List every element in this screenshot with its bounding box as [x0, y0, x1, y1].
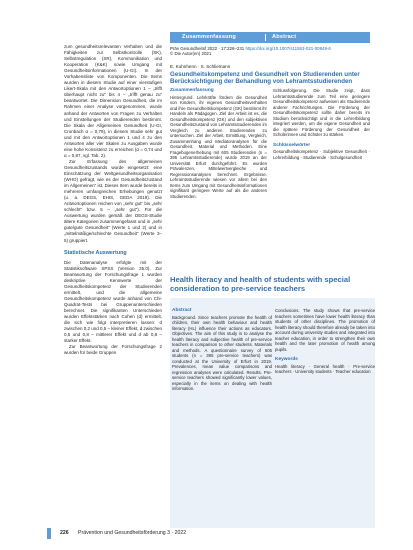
- english-keywords-heading: Keywords: [275, 357, 298, 362]
- german-keywords: Gesundheitskompetenz · Subjektive Gesundheit · Lehrerbildung · Studierende · Schulgesundheit: [273, 149, 370, 160]
- authors: E. Kuhnhenn · S. Schliemann: [170, 64, 231, 69]
- body-paragraph: zum gesundheitsrelevanten Verhalten und die Fähigkeiten zur Selbstkontrolle (SK), Selbstregulation (SR), Kommunikation und Kooperation (K&K) sowie Umgang mit Gesundheitsinformationen (U-GI). In der Vorhabensliste von Komponenten. Die Items wurden in diesem Studie auf einer vierstufigen Likert-Skala mit den Antwortoptionen 1 – „trifft überhaupt nicht zu“ bis 4 – „trifft genau zu“ beantwortet. Die Dimension Gesundheit, die im Rahmen einer Analyse vorgenommen, wurde anhand der Antworten von Fragen zu Verhalten und Einstellungen der Studierenden bestimmt. Die Skala der Allgemeinen Gesundheit (U-GI, Cronbach α = 0,79), in diesem Studie sehr gut und mit den Antwortoptionen 1 und 4 zu den Antworten aller vier Skalen zu Ausgaben wurde eine hohe Konsistenz zu erreichen (α = 0,74 und α = 0,87, vgl. Tab. 2).: [64, 44, 162, 158]
- english-abstract-text: Background. Since teachers promote the health of children, their own health behaviour and health literacy (HL) influence their actions as educators. Objectives. The aim of this study is to analyse the health literacy and subjective health of pre-service teachers in comparison to other students. Materials and methods. A questionnaire survey of 605 students (n = 395 pre-service teachers) was conducted at the University of Erfurt in 2019. Prevalences, mean value comparisons and regression analyses were calculated. Results. Pre-service teachers showed significantly lower values, especially in the items on dealing with health information.: [172, 314, 272, 391]
- doi-link[interactable]: https://doi.org/10.1007/s11553-021-00849-6: [245, 46, 331, 51]
- body-paragraph: Zur Beantwortung der Forschungsfrage 2 wurden für beide Gruppen: [64, 344, 162, 356]
- german-abstract-right: [273, 88, 370, 160]
- body-text-column: [64, 44, 162, 524]
- english-abstract-right: [275, 308, 375, 375]
- english-conclusion-text: Conclusions. The study shows that pre-service teachers sometimes have lower health literacy than students of other disciplines. The promotion of health literacy should therefore already be taken into account during university studies and integrated into teacher education, in order to strengthen their own health and the later promotion of health among pupils.: [275, 308, 375, 352]
- footer-accent-bar: [47, 528, 51, 539]
- citation-block: [170, 46, 370, 57]
- german-abstract: [170, 88, 370, 238]
- page-number: 226: [60, 530, 69, 536]
- english-abstract-left: [172, 308, 272, 392]
- german-title: Gesundheitskompetenz und Gesundheit von Studierenden unter Berücksichtigung der Behandlung von Lehramtsstudierenden: [170, 71, 360, 86]
- german-abstract-heading: Zusammenfassung: [170, 88, 214, 93]
- body-paragraph: Die Datenanalyse erfolgte mit der Statistiksoftware SPSS (Version 25.0). Zur Beantwortung der Forschungsfrage 1 wurden deskriptive Kennwerte der Gesundheitskompetenz der Studierenden ermittelt, und die allgemeine Gesundheitskompetenz wurde anhand von Chi-Quadrat-Tests bei Gruppenunterschieden berechnet. Die signifikanten Unterschieden wurden Effektstärken nach Cohen (d) ermittelt, die sich wie folgt interpretieren lassen: d zwischen 0,2 und 0,5 – kleiner Effekt, d zwischen 0,5 und 0,8 – mittlerer Effekt und d ab 0,8 – starker Effekt.: [64, 259, 162, 344]
- citation-text: Präv Gesundheitsf 2022 · 17:226–231: [170, 46, 245, 51]
- journal-name: Prävention und Gesundheitsförderung 3 · 2022: [78, 530, 187, 536]
- german-keywords-heading: Schlüsselwörter: [273, 142, 311, 148]
- english-title: Health literacy and health of students with special consideration to pre-service teachers: [170, 275, 351, 293]
- german-conclusion-text: Schlussfolgerung. Die Studie zeigt, dass Lehramtsstudierende zum Teil eine geringere Gesundheitskompetenz aufweisen als Studierende anderer Fachrichtungen. Die Förderung der Gesundheitskompetenz sollte daher bereits im Studium berücksichtigt und in die Lehrerbildung integriert werden, um die eigene Gesundheit und die spätere Förderung der Gesundheit der Schülerinnen und Schüler zu stärken.: [273, 88, 370, 137]
- body-paragraph: Zur Erfassung des allgemeinen Gesundheitszustands wurde eingesetzt: eine Einschätzung der Weltgesundheitsorganisation (WHO) gefragt, wie es der Gesundheitszustand im Allgemeinen“ ist. Dieses Item wurde bereits in mehreren umfangreichen Erhebungen genutzt (u. a. DEGS, EHIS, GEDA 2019). Die Antwortoptionen reichen von „sehr gut“ bis „sehr schlecht“ bzw. 5 – „sehr gut“). Für die Auswertung wurden gemäß der DEGS-Studie ältere Kategorien zusammengefasst und in „sehr gute/gute Gesundheit“ (Werte 1 und 2) und in „mittelmäßige/schlechte Gesundheit“ (Werte 3–5) gruppiert.: [64, 158, 162, 243]
- german-abstract-text: Hintergrund. Lehrkräfte fördern die Gesundheit von Kindern, ihr eigenes Gesundheitsverhalten und ihre Gesundheitskompetenz (GK) bestimmt ihr Handeln als Pädagogen. Ziel der Arbeit ist es, die Gesundheitskompetenz (GK) und den subjektiven Gesundheitszustand von Lehramtsstudierenden im Vergleich zu anderen Studierenden zu untersuchen. Ziel der Arbeit. Ermittlung, Vergleich, Zusammenhang und Mediatoranalysen für die Gesundheit. Material und Methoden. Eine Fragebogenerhebung mit 605 Studierenden (n = 395 Lehramtsstudierende) wurde 2019 an der Universität Erfurt durchgeführt. Es wurden Prävalenzen, Mittelwertvergleiche und Regressionsanalysen berechnet. Ergebnisse. Lehramtsstudierende wiesen vor allem bei den Items zum Umgang mit Gesundheitsinformationen signifikant geringere Werte auf als die anderen Studierenden.: [170, 94, 267, 199]
- abstract-header-bar: [170, 32, 370, 43]
- copyright: © Die Autor(en) 2021: [170, 51, 212, 57]
- header-label-zusammenfassung: Zusammenfassung: [182, 33, 236, 40]
- german-abstract-left: [170, 88, 267, 199]
- english-keywords: Health literacy · General health · Pre-service teachers · University students · Teacher education: [275, 363, 375, 374]
- section-heading-statistics: Statistische Auswertung: [64, 249, 127, 256]
- header-separator: [265, 34, 266, 41]
- header-label-abstract: Abstract: [272, 33, 297, 40]
- english-abstract-heading: Abstract: [172, 308, 192, 313]
